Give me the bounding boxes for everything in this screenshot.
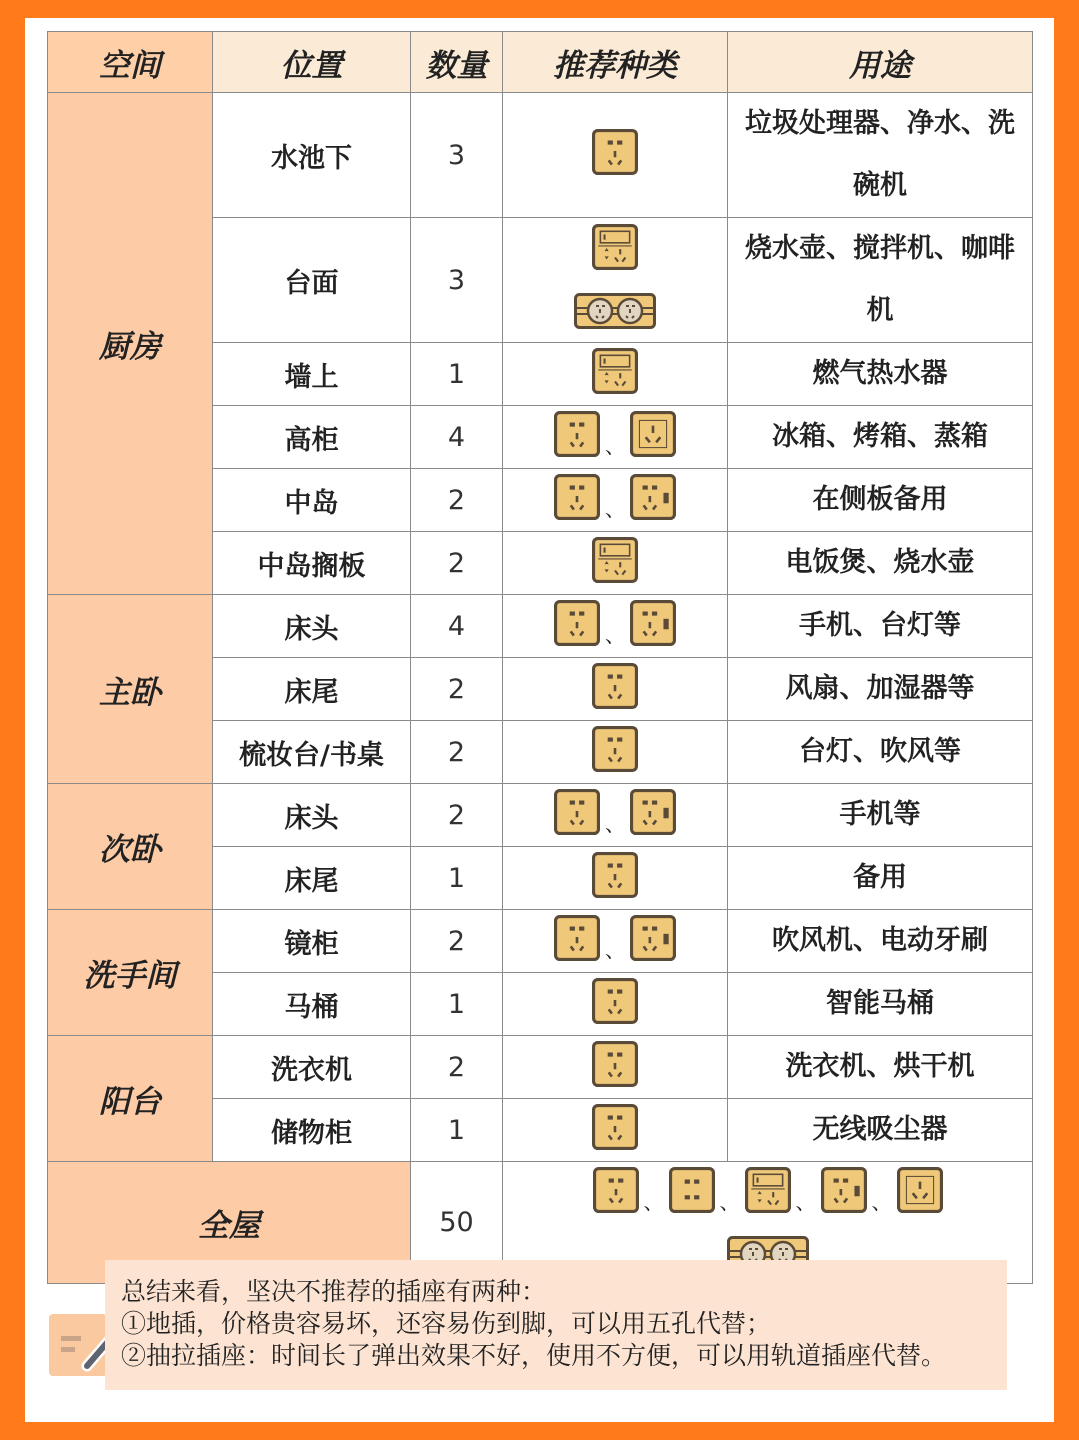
type-cell bbox=[503, 1099, 728, 1162]
quantity-cell: 1 bbox=[411, 1099, 503, 1162]
socket-icons bbox=[503, 663, 727, 716]
type-cell bbox=[503, 406, 728, 469]
space-cell: 全屋 bbox=[48, 1162, 411, 1284]
type-cell bbox=[503, 469, 728, 532]
five-hole-socket-icon bbox=[592, 1104, 638, 1157]
quantity-cell: 2 bbox=[411, 721, 503, 784]
use-cell: 洗衣机、烘干机 bbox=[728, 1036, 1033, 1099]
position-cell: 床尾 bbox=[213, 847, 411, 910]
quantity-cell: 1 bbox=[411, 847, 503, 910]
socket-icons bbox=[503, 224, 727, 336]
five-hole-socket-icon bbox=[592, 129, 638, 182]
space-cell: 次卧 bbox=[48, 784, 213, 910]
position-cell: 镜柜 bbox=[213, 910, 411, 973]
quantity-cell: 2 bbox=[411, 910, 503, 973]
header-type: 推荐种类 bbox=[503, 32, 728, 93]
table-header-row bbox=[48, 32, 1033, 93]
five-hole-socket-icon bbox=[593, 1167, 639, 1220]
space-cell: 厨房 bbox=[48, 93, 213, 595]
type-cell bbox=[503, 847, 728, 910]
position-cell: 床头 bbox=[213, 595, 411, 658]
separator: 、 bbox=[605, 433, 625, 458]
use-cell: 备用 bbox=[728, 847, 1033, 910]
socket-icons bbox=[503, 348, 727, 401]
five-hole-socket-icon bbox=[554, 411, 600, 464]
use-cell: 垃圾处理器、净水、洗碗机 bbox=[728, 93, 1033, 218]
quantity-cell: 4 bbox=[411, 406, 503, 469]
use-cell: 烧水壶、搅拌机、咖啡机 bbox=[728, 218, 1033, 343]
quantity-cell: 2 bbox=[411, 469, 503, 532]
use-cell: 燃气热水器 bbox=[728, 343, 1033, 406]
position-cell: 储物柜 bbox=[213, 1099, 411, 1162]
infographic-sheet bbox=[25, 18, 1054, 1422]
table-row bbox=[48, 910, 1033, 973]
five-hole-socket-icon bbox=[592, 978, 638, 1031]
usb-socket-icon bbox=[630, 474, 676, 527]
table-row bbox=[48, 595, 1033, 658]
socket-icons bbox=[503, 915, 727, 968]
usb-socket-icon bbox=[630, 915, 676, 968]
separator: 、 bbox=[719, 1189, 740, 1214]
16a-three-hole-socket-icon bbox=[897, 1167, 943, 1220]
type-cell bbox=[503, 218, 728, 343]
five-hole-socket-icon bbox=[592, 852, 638, 905]
quantity-cell: 3 bbox=[411, 218, 503, 343]
position-cell: 梳妆台/书桌 bbox=[213, 721, 411, 784]
usb-socket-icon bbox=[630, 600, 676, 653]
position-cell: 床头 bbox=[213, 784, 411, 847]
five-hole-socket-icon bbox=[592, 726, 638, 779]
position-cell: 水池下 bbox=[213, 93, 411, 218]
quantity-cell: 2 bbox=[411, 658, 503, 721]
line-break bbox=[503, 281, 727, 289]
usb-socket-icon bbox=[630, 789, 676, 842]
type-cell bbox=[503, 973, 728, 1036]
separator: 、 bbox=[605, 496, 625, 521]
socket-icons bbox=[503, 1041, 727, 1094]
type-cell bbox=[503, 93, 728, 218]
summary-note bbox=[105, 1260, 1007, 1390]
switched-socket-icon bbox=[745, 1167, 791, 1220]
track-socket-icon bbox=[574, 293, 656, 336]
quantity-cell: 2 bbox=[411, 1036, 503, 1099]
use-cell: 手机等 bbox=[728, 784, 1033, 847]
socket-icons bbox=[503, 537, 727, 590]
table-row bbox=[48, 1036, 1033, 1099]
separator: 、 bbox=[605, 622, 625, 647]
socket-plan-table bbox=[47, 31, 1033, 1284]
note-line-3: ②抽拉插座：时间长了弹出效果不好，使用不方便，可以用轨道插座代替。 bbox=[121, 1341, 947, 1370]
type-cell bbox=[503, 658, 728, 721]
use-cell: 在侧板备用 bbox=[728, 469, 1033, 532]
use-cell: 智能马桶 bbox=[728, 973, 1033, 1036]
space-cell: 主卧 bbox=[48, 595, 213, 784]
use-cell: 台灯、吹风等 bbox=[728, 721, 1033, 784]
switched-socket-icon bbox=[592, 224, 638, 277]
use-cell: 无线吸尘器 bbox=[728, 1099, 1033, 1162]
16a-three-hole-socket-icon bbox=[630, 411, 676, 464]
socket-icons bbox=[503, 411, 727, 464]
quantity-cell: 2 bbox=[411, 532, 503, 595]
socket-icons bbox=[503, 978, 727, 1031]
type-cell bbox=[503, 595, 728, 658]
line-break bbox=[503, 1224, 1032, 1232]
type-cell bbox=[503, 784, 728, 847]
use-cell: 手机、台灯等 bbox=[728, 595, 1033, 658]
type-cell bbox=[503, 721, 728, 784]
separator: 、 bbox=[605, 811, 625, 836]
table-row bbox=[48, 784, 1033, 847]
header-use: 用途 bbox=[728, 32, 1033, 93]
note-line-2: ①地插，价格贵容易坏，还容易伤到脚，可以用五孔代替； bbox=[121, 1309, 772, 1338]
five-hole-socket-icon bbox=[554, 600, 600, 653]
quantity-cell: 1 bbox=[411, 973, 503, 1036]
socket-icons bbox=[503, 852, 727, 905]
separator: 、 bbox=[871, 1189, 892, 1214]
use-cell: 风扇、加湿器等 bbox=[728, 658, 1033, 721]
space-cell: 洗手间 bbox=[48, 910, 213, 1036]
header-position: 位置 bbox=[213, 32, 411, 93]
note-line-1: 总结来看，坚决不推荐的插座有两种： bbox=[121, 1277, 547, 1306]
type-cell bbox=[503, 532, 728, 595]
quantity-cell: 1 bbox=[411, 343, 503, 406]
usb-socket-icon bbox=[821, 1167, 867, 1220]
position-cell: 中岛搁板 bbox=[213, 532, 411, 595]
socket-icons bbox=[503, 474, 727, 527]
use-cell: 电饭煲、烧水壶 bbox=[728, 532, 1033, 595]
separator: 、 bbox=[605, 937, 625, 962]
separator: 、 bbox=[795, 1189, 816, 1214]
switched-socket-icon bbox=[592, 348, 638, 401]
quantity-cell: 2 bbox=[411, 784, 503, 847]
position-cell: 马桶 bbox=[213, 973, 411, 1036]
separator: 、 bbox=[643, 1189, 664, 1214]
position-cell: 中岛 bbox=[213, 469, 411, 532]
table-row bbox=[48, 93, 1033, 218]
socket-icons bbox=[503, 600, 727, 653]
position-cell: 高柜 bbox=[213, 406, 411, 469]
position-cell: 洗衣机 bbox=[213, 1036, 411, 1099]
quantity-cell: 50 bbox=[411, 1162, 503, 1284]
position-cell: 台面 bbox=[213, 218, 411, 343]
socket-icons bbox=[503, 726, 727, 779]
space-cell: 阳台 bbox=[48, 1036, 213, 1162]
five-hole-socket-icon bbox=[592, 1041, 638, 1094]
five-hole-socket-icon bbox=[554, 789, 600, 842]
type-cell bbox=[503, 343, 728, 406]
socket-icons bbox=[503, 129, 727, 182]
type-cell bbox=[503, 1036, 728, 1099]
quantity-cell: 3 bbox=[411, 93, 503, 218]
five-hole-socket-icon bbox=[554, 915, 600, 968]
double-two-pin-socket-icon bbox=[669, 1167, 715, 1220]
socket-icons bbox=[503, 1104, 727, 1157]
use-cell: 冰箱、烤箱、蒸箱 bbox=[728, 406, 1033, 469]
header-space: 空间 bbox=[48, 32, 213, 93]
position-cell: 墙上 bbox=[213, 343, 411, 406]
type-cell bbox=[503, 910, 728, 973]
use-cell: 吹风机、电动牙刷 bbox=[728, 910, 1033, 973]
position-cell: 床尾 bbox=[213, 658, 411, 721]
five-hole-socket-icon bbox=[554, 474, 600, 527]
switched-socket-icon bbox=[592, 537, 638, 590]
socket-icons bbox=[503, 789, 727, 842]
five-hole-socket-icon bbox=[592, 663, 638, 716]
quantity-cell: 4 bbox=[411, 595, 503, 658]
header-quantity: 数量 bbox=[411, 32, 503, 93]
